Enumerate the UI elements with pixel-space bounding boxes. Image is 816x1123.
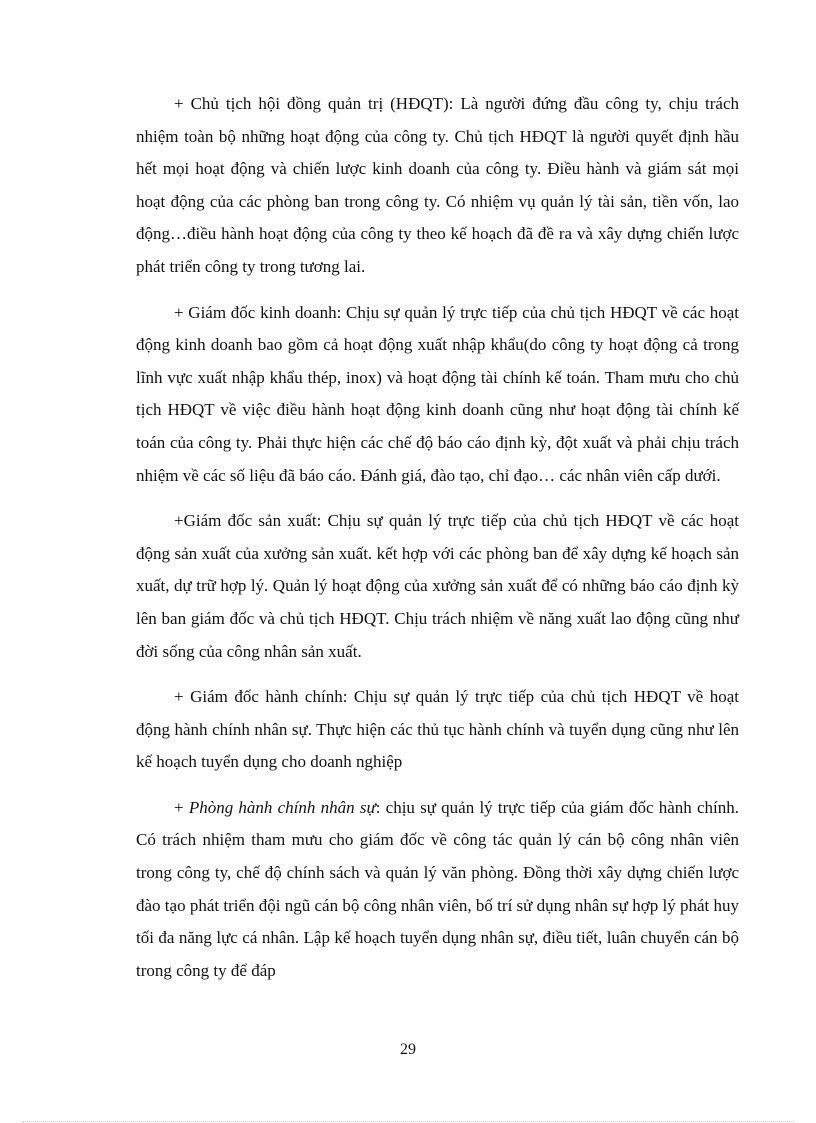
paragraph-hr-lead: + bbox=[174, 797, 189, 817]
paragraph-hr-body: : chịu sự quản lý trực tiếp của giám đốc hành chính. Có trách nhiệm tham mưu cho giám đốc về công tác quản lý cán bộ công nhân viên trong công ty, chế độ chính sách và quản lý văn phòng. Đồng thời xây dựng chiến lược đào tạo phát triển đội ngũ cán bộ công nhân viên, bố trí sử dụng nhân sự hợp lý phát huy tối đa năng lực cá nhân. Lập kế hoạch tuyển dụng nhân sự, điều tiết, luân chuyển cán bộ trong công ty để đáp bbox=[136, 797, 739, 980]
paragraph-admin-director: + Giám đốc hành chính: Chịu sự quản lý trực tiếp của chủ tịch HĐQT về hoạt động hành chính nhân sự. Thực hiện các thủ tục hành chính và tuyển dụng cũng như lên kế hoạch tuyển dụng cho doanh nghiệp bbox=[136, 687, 739, 772]
paragraph-hr-italic-title: Phòng hành chính nhân sự bbox=[188, 797, 376, 817]
page-number: 29 bbox=[400, 1041, 416, 1058]
paragraph-business-director: + Giám đốc kinh doanh: Chịu sự quản lý trực tiếp của chủ tịch HĐQT về các hoạt động kinh doanh bao gồm cả hoạt động xuất nhập khẩu(do công ty hoạt động cả trong lĩnh vực xuất nhập khẩu thép, inox) và hoạt động tài chính kế toán. Tham mưu cho chủ tịch HĐQT về việc điều hành hoạt động kinh doanh cũng như hoạt động tài chính kế toán của công ty. Phải thực hiện các chế độ báo cáo định kỳ, đột xuất và phải chịu trách nhiệm về các số liệu đã báo cáo. Đánh giá, đào tạo, chỉ đạo… các nhân viên cấp dưới. bbox=[136, 302, 739, 485]
document-page bbox=[136, 88, 739, 1000]
paragraph-chairman: + Chủ tịch hội đồng quản trị (HĐQT): Là người đứng đầu công ty, chịu trách nhiệm toàn bộ những hoạt động của công ty. Chủ tịch HĐQT là người quyết định hầu hết mọi hoạt động và chiến lược kinh doanh của công ty. Điều hành và giám sát mọi hoạt động của các phòng ban trong công ty. Có nhiệm vụ quản lý tài sản, tiền vốn, lao động…điều hành hoạt động của công ty theo kế hoạch đã đề ra và xây dựng chiến lược phát triển công ty trong tương lai. bbox=[136, 94, 739, 276]
page-bottom-edge bbox=[22, 1121, 794, 1122]
paragraph-production-director: +Giám đốc sản xuất: Chịu sự quản lý trực tiếp của chủ tịch HĐQT về các hoạt động sản xuất của xưởng sản xuất. kết hợp với các phòng ban để xây dựng kế hoạch sản xuất, dự trữ hợp lý. Quản lý hoạt động của xưởng sản xuất để có những báo cáo định kỳ lên ban giám đốc và chủ tịch HĐQT. Chịu trách nhiệm về năng xuất lao động cũng như đời sống của công nhân sản xuất. bbox=[136, 511, 739, 661]
paragraph-hr-department bbox=[136, 792, 739, 988]
